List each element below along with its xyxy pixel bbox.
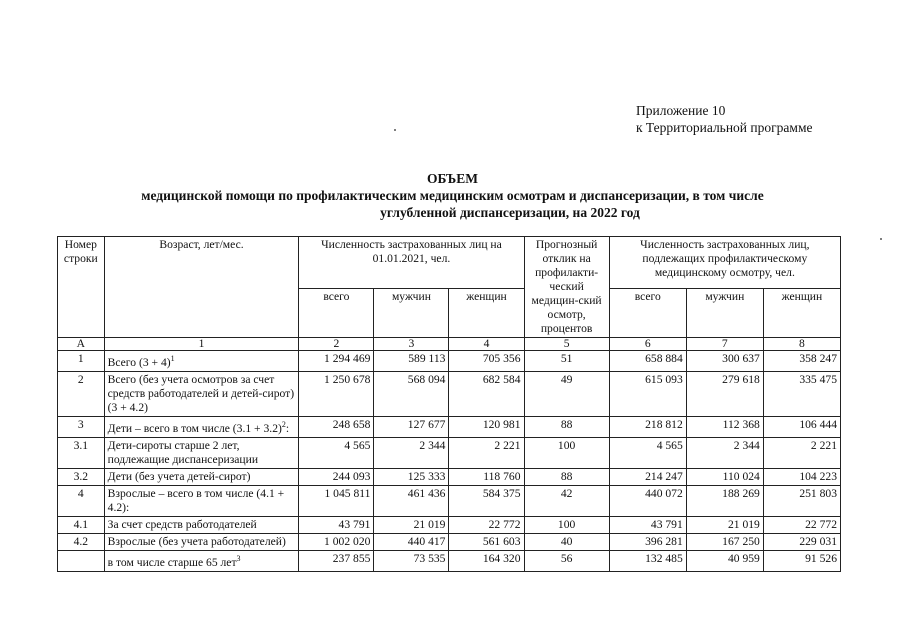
response-percent-cell: 49 [524,371,609,416]
age-group-cell [104,516,299,533]
header-subject-women: женщин [763,288,840,337]
response-percent-cell: 100 [524,516,609,533]
subject-women-cell: 335 475 [763,371,840,416]
subject-men-cell: 300 637 [686,351,763,372]
scan-speck [880,238,882,240]
age-group-label: Дети-сироты старше 2 лет, подлежащие диспансеризации [107,438,259,466]
insured-women-cell: 118 760 [449,468,524,485]
index-cell: 5 [524,338,609,351]
subject-men-cell: 167 250 [686,533,763,550]
subject-men-cell: 112 368 [686,416,763,437]
header-response: Прогнозный отклик на профилакти-ческий медицин-ский осмотр, процентов [524,237,609,338]
insured-men-cell: 461 436 [374,485,449,516]
response-percent-cell: 56 [524,550,609,571]
insured-men-cell: 589 113 [374,351,449,372]
header-subject-total: всего [609,288,686,337]
age-group-label: в том числе старше 65 лет [107,555,237,569]
insured-women-cell: 584 375 [449,485,524,516]
header-subject-men: мужчин [686,288,763,337]
header-insured-men: мужчин [374,288,449,337]
subject-men-cell: 2 344 [686,437,763,468]
header-subject: Численность застрахованных лиц, подлежащих профилактическому медицинскому осмотру, чел. [609,237,840,289]
age-group-label: Всего (без учета осмотров за счет средств работодателей и детей-сирот) (3 + 4.2) [107,372,295,414]
index-cell: 8 [763,338,840,351]
row-number-cell [58,550,105,571]
age-group-cell [104,437,299,468]
insured-women-cell: 164 320 [449,550,524,571]
appendix-number: Приложение 10 [636,103,726,118]
insured-men-cell: 568 094 [374,371,449,416]
row-number-cell: 2 [58,371,105,416]
index-cell: 1 [104,338,299,351]
age-group-cell [104,351,299,372]
row-number-cell: 3.1 [58,437,105,468]
scan-speck [394,129,396,131]
header-insured-total: всего [299,288,374,337]
subject-men-cell: 21 019 [686,516,763,533]
insured-total-cell: 248 658 [299,416,374,437]
header-insured: Численность застрахованных лиц на 01.01.2021, чел. [299,237,524,289]
response-percent-cell: 88 [524,416,609,437]
table-row [58,516,841,533]
insured-women-cell: 682 584 [449,371,524,416]
row-number-cell: 3.2 [58,468,105,485]
index-cell: А [58,338,105,351]
subject-men-cell: 110 024 [686,468,763,485]
subject-women-cell: 2 221 [763,437,840,468]
row-number-cell: 4.1 [58,516,105,533]
response-percent-cell: 100 [524,437,609,468]
age-group-label: Взрослые – всего в том числе (4.1 + 4.2): [107,486,285,514]
insured-men-cell: 127 677 [374,416,449,437]
insured-men-cell: 21 019 [374,516,449,533]
table-row [58,468,841,485]
insured-men-cell: 440 417 [374,533,449,550]
subject-total-cell: 658 884 [609,351,686,372]
row-number-cell: 4 [58,485,105,516]
age-group-label: За счет средств работодателей [107,517,257,531]
insured-total-cell: 244 093 [299,468,374,485]
row-number-cell: 1 [58,351,105,372]
age-group-cell [104,533,299,550]
footnote-marker: 1 [170,354,175,363]
age-group-cell [104,371,299,416]
subject-total-cell: 440 072 [609,485,686,516]
insured-total-cell: 1 294 469 [299,351,374,372]
subject-women-cell: 106 444 [763,416,840,437]
subject-men-cell: 188 269 [686,485,763,516]
volume-table [57,236,841,572]
age-group-label: Взрослые (без учета работодателей) [107,534,286,548]
insured-women-cell: 2 221 [449,437,524,468]
subject-women-cell: 251 803 [763,485,840,516]
appendix-program: к Территориальной программе [636,120,813,135]
insured-total-cell: 4 565 [299,437,374,468]
subject-total-cell: 4 565 [609,437,686,468]
subject-total-cell: 132 485 [609,550,686,571]
insured-men-cell: 2 344 [374,437,449,468]
row-number-cell: 3 [58,416,105,437]
subject-men-cell: 279 618 [686,371,763,416]
insured-total-cell: 1 250 678 [299,371,374,416]
subject-total-cell: 43 791 [609,516,686,533]
index-cell: 7 [686,338,763,351]
response-percent-cell: 88 [524,468,609,485]
subject-total-cell: 214 247 [609,468,686,485]
age-group-label: Дети (без учета детей-сирот) [107,469,251,483]
appendix-note [636,102,813,136]
response-percent-cell: 51 [524,351,609,372]
age-group-cell [104,416,299,437]
index-cell: 3 [374,338,449,351]
age-group-label: Дети – всего в том числе (3.1 + 3.2) [107,421,282,435]
table-row [58,437,841,468]
title-year: углубленной диспансеризации, на 2022 год [380,205,640,220]
response-percent-cell: 42 [524,485,609,516]
index-cell: 4 [449,338,524,351]
title-heading: ОБЪЕМ [427,171,478,186]
insured-total-cell: 43 791 [299,516,374,533]
footnote-marker: 2 [281,419,286,429]
subject-women-cell: 91 526 [763,550,840,571]
response-percent-cell: 40 [524,533,609,550]
table-row [58,485,841,516]
subject-men-cell: 40 959 [686,550,763,571]
document-title [0,170,905,221]
subject-women-cell: 229 031 [763,533,840,550]
age-group-cell [104,550,299,571]
subject-women-cell: 358 247 [763,351,840,372]
subject-total-cell: 615 093 [609,371,686,416]
table-row [58,533,841,550]
header-row-number: Номер строки [58,237,105,338]
age-group-label: Всего (3 + 4) [107,355,171,369]
index-cell: 6 [609,338,686,351]
insured-total-cell: 1 045 811 [299,485,374,516]
subject-total-cell: 396 281 [609,533,686,550]
table-row [58,550,841,571]
title-subject: медицинской помощи по профилактическим медицинским осмотрам и диспансеризации, в том числе [141,188,764,203]
table-row [58,371,841,416]
table-row [58,416,841,437]
table-row [58,351,841,372]
insured-total-cell: 1 002 020 [299,533,374,550]
column-index-row [58,338,841,351]
table-body [58,338,841,572]
insured-women-cell: 561 603 [449,533,524,550]
header-age: Возраст, лет/мес. [104,237,299,338]
subject-women-cell: 104 223 [763,468,840,485]
header-insured-women: женщин [449,288,524,337]
header-row-1 [58,237,841,289]
insured-total-cell: 237 855 [299,550,374,571]
insured-women-cell: 22 772 [449,516,524,533]
age-group-suffix: : [285,421,290,435]
age-group-cell [104,485,299,516]
subject-total-cell: 218 812 [609,416,686,437]
age-group-cell [104,468,299,485]
insured-men-cell: 125 333 [374,468,449,485]
index-cell: 2 [299,338,374,351]
insured-men-cell: 73 535 [374,550,449,571]
footnote-marker: 3 [236,553,241,563]
insured-women-cell: 705 356 [449,351,524,372]
subject-women-cell: 22 772 [763,516,840,533]
insured-women-cell: 120 981 [449,416,524,437]
row-number-cell: 4.2 [58,533,105,550]
